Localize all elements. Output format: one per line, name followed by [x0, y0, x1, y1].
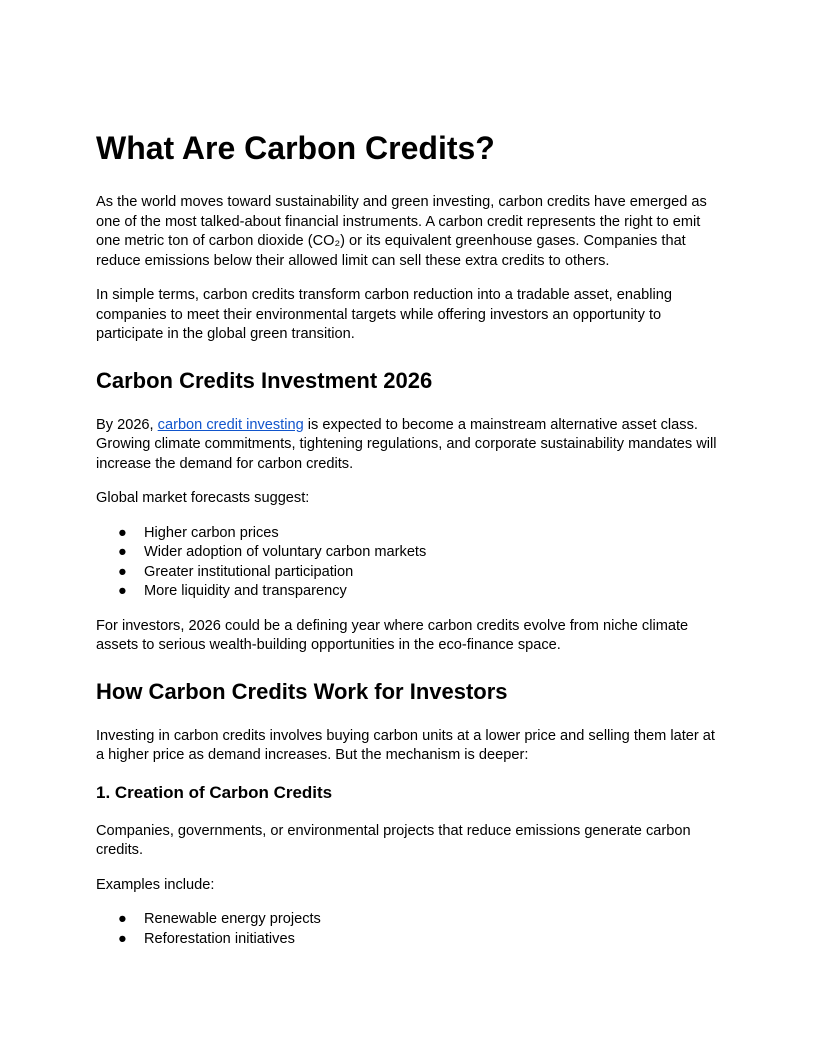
- list-item-text: Greater institutional participation: [144, 563, 354, 580]
- intro-paragraph-2: In simple terms, carbon credits transform carbon reduction into a tradable asset, enabling companies to meet their environmental targets while offering investors an opportunity to participate in the global green transition.: [96, 287, 672, 342]
- investment-2026-paragraph-3: For investors, 2026 could be a defining year where carbon credits evolve from niche climate assets to serious wealth-building opportunities in the eco-finance space.: [96, 617, 689, 653]
- carbon-credit-investing-link[interactable]: carbon credit investing: [157, 416, 304, 433]
- intro-paragraph-1: As the world moves toward sustainability and green investing, carbon credits have emerged as one of the most talked-about financial instruments. A carbon credit represents the right to emit one metric ton of carbon dioxide (CO₂) or its equivalent greenhouse gases. Companies that reduce emissions below their allowed limit can sell these extra credits to others.: [96, 194, 707, 269]
- investment-2026-paragraph-2: Global market forecasts suggest:: [96, 490, 310, 506]
- list-item-text: Wider adoption of voluntary carbon markets: [144, 544, 427, 560]
- bullet-icon: ●: [118, 911, 127, 927]
- list-item: [96, 563, 726, 583]
- list-item: [96, 543, 726, 563]
- creation-paragraph-2: Examples include:: [96, 876, 215, 893]
- list-item: [96, 582, 726, 602]
- examples-list: [96, 910, 726, 949]
- list-item-text: More liquidity and transparency: [144, 583, 347, 599]
- bullet-icon: ●: [118, 544, 127, 560]
- list-item-text: Reforestation initiatives: [144, 930, 295, 947]
- paragraph-text: is expected to become a mainstream alternative asset class. Growing climate commitments, tightening regulations, and corporate sustainability mandates will increase the demand for carbon credits.: [96, 416, 717, 472]
- paragraph-text: By 2026,: [96, 416, 158, 433]
- forecast-list: [96, 524, 726, 602]
- list-item: [96, 930, 726, 950]
- creation-paragraph-1: Companies, governments, or environmental projects that reduce emissions generate carbon credits.: [96, 822, 691, 858]
- section-heading-investment-2026: Carbon Credits Investment 2026: [96, 367, 433, 393]
- bullet-icon: ●: [118, 563, 127, 580]
- section-heading-how-it-works: How Carbon Credits Work for Investors: [96, 678, 508, 704]
- list-item-text: Renewable energy projects: [144, 911, 321, 927]
- subsection-heading-creation: 1. Creation of Carbon Credits: [96, 782, 333, 802]
- investment-2026-paragraph-1: [96, 416, 726, 475]
- page-title: What Are Carbon Credits?: [96, 130, 495, 166]
- bullet-icon: ●: [118, 583, 127, 599]
- how-it-works-paragraph-1: Investing in carbon credits involves buying carbon units at a lower price and selling them later at a higher price as demand increases. But the mechanism is deeper:: [96, 727, 715, 763]
- list-item-text: Higher carbon prices: [144, 524, 279, 541]
- list-item: [96, 524, 726, 544]
- list-item: [96, 910, 726, 930]
- document-body: [96, 126, 726, 964]
- bullet-icon: ●: [118, 524, 127, 541]
- bullet-icon: ●: [118, 930, 127, 947]
